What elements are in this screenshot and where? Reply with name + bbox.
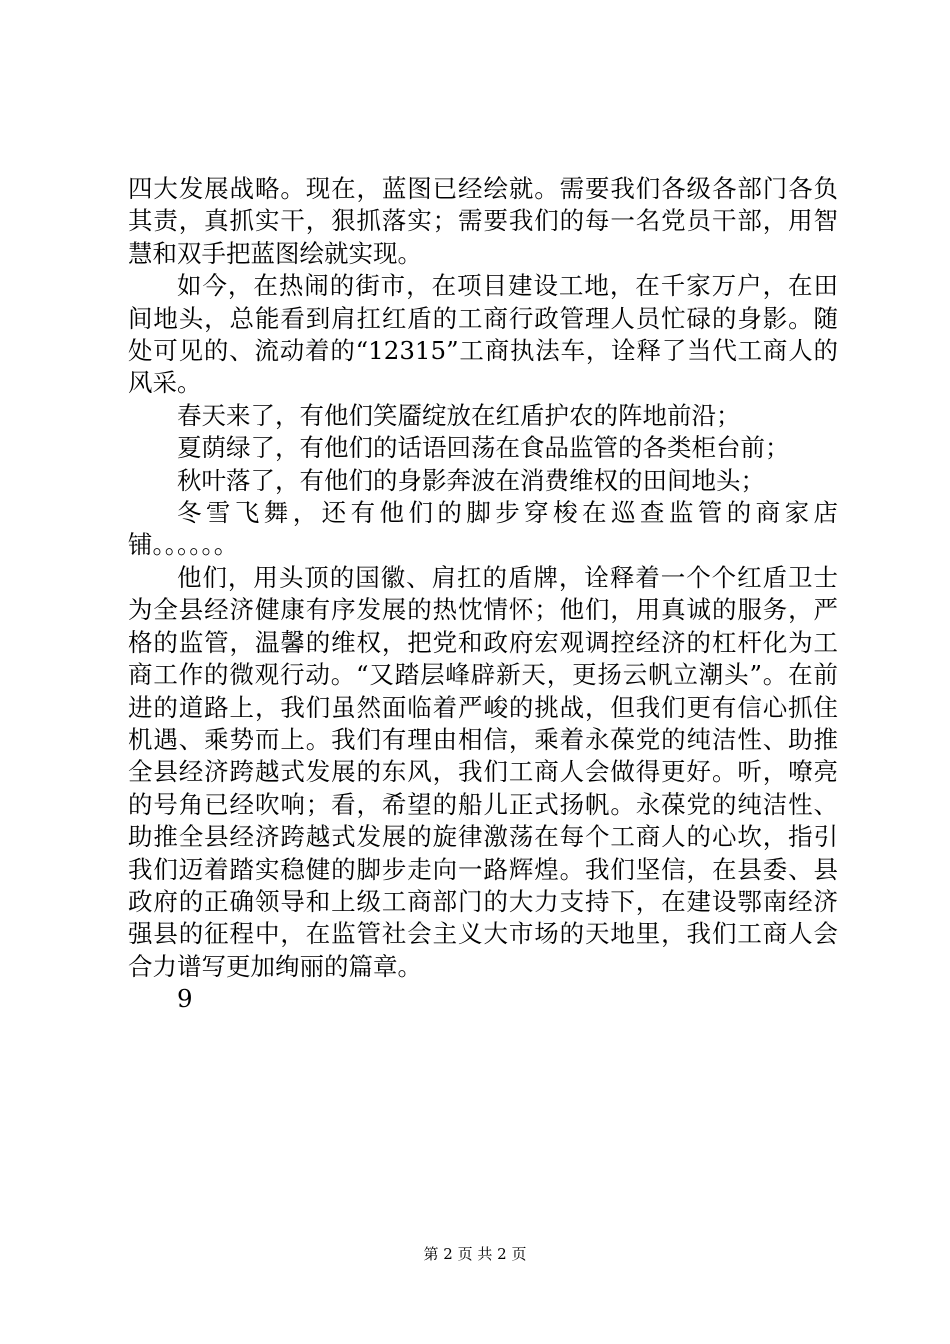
paragraph-8: 9 (177, 984, 193, 1014)
paragraph-6: 冬雪飞舞，还有他们的脚步穿梭在巡查监管的商家店铺。。。。。。 (128, 498, 838, 560)
page-number-label: 第 2 页 共 2 页 (423, 1245, 527, 1263)
paragraph-5: 秋叶落了，有他们的身影奔波在消费维权的田间地头； (177, 465, 765, 495)
document-body (128, 173, 838, 1016)
paragraph-3: 春天来了，有他们笑靥绽放在红盾护农的阵地前沿； (177, 400, 741, 430)
page-footer (0, 1244, 950, 1264)
paragraph-7: 他们，用头顶的国徽、肩扛的盾牌，诠释着一个个红盾卫士为全县经济健康有序发展的热忱情怀；他们，用真诚的服务，严格的监管，温馨的维权，把党和政府宏观调控经济的杠杆化为工商工作的微观行动。“又踏层峰辟新天，更扬云帆立潮头”。在前进的道路上，我们虽然面临着严峻的挑战，但我们更有信心抓住机遇、乘势而上。我们有理由相信，乘着永葆党的纯洁性、助推全县经济跨越式发展的东风，我们工商人会做得更好。听，嘹亮的号角已经吹响；看，希望的船儿正式扬帆。永葆党的纯洁性、助推全县经济跨越式发展的旋律激荡在每个工商人的心坎，指引我们迈着踏实稳健的脚步走向一路辉煌。我们坚信，在县委、县政府的正确领导和上级工商部门的大力支持下，在建设鄂南经济强县的征程中，在监管社会主义大市场的天地里，我们工商人会合力谱写更加绚丽的篇章。 (128, 562, 838, 981)
paragraph-1: 四大发展战略。现在，蓝图已经绘就。需要我们各级各部门各负其责，真抓实干，狠抓落实；需要我们的每一名党员干部，用智慧和双手把蓝图绘就实现。 (128, 174, 838, 268)
paragraph-4: 夏荫绿了，有他们的话语回荡在食品监管的各类柜台前； (177, 433, 790, 463)
paragraph-2: 如今，在热闹的街市，在项目建设工地，在千家万户，在田间地头，总能看到肩扛红盾的工商行政管理人员忙碌的身影。随处可见的、流动着的“12315”工商执法车，诠释了当代工商人的风采。 (128, 271, 838, 398)
